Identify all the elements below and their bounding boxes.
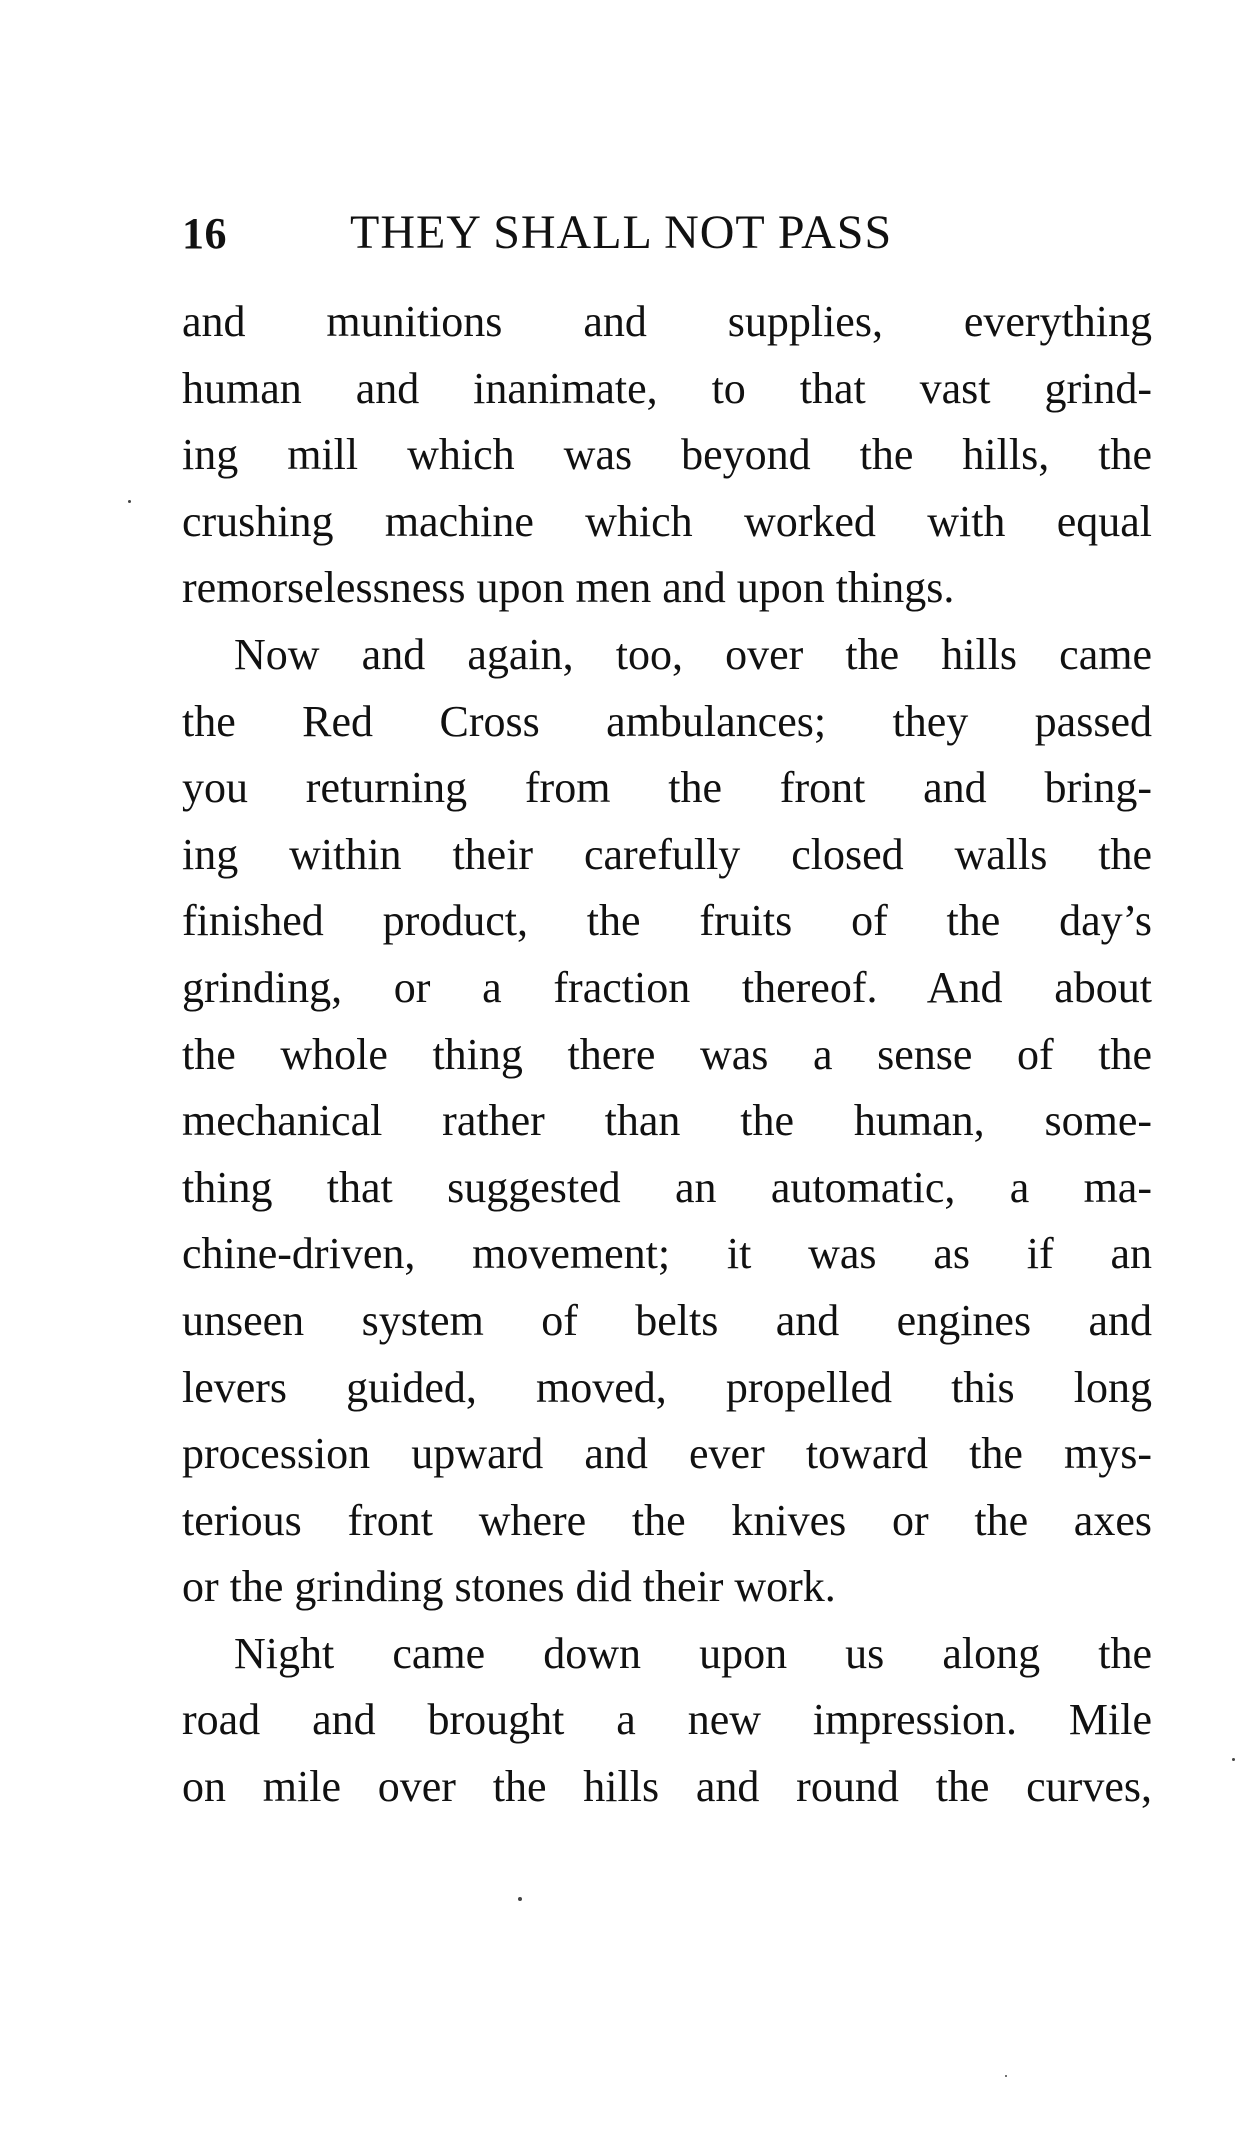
text-line: Night came down upon us along the bbox=[234, 1628, 1152, 1678]
text-line: thing that suggested an automatic, a ma- bbox=[182, 1162, 1152, 1212]
text-line: and munitions and supplies, everything bbox=[182, 297, 1152, 346]
print-speck bbox=[518, 1897, 522, 1901]
text-line: you returning from the front and bring- bbox=[182, 763, 1152, 813]
text-line: mechanical rather than the human, some- bbox=[182, 1096, 1152, 1146]
text-line: crushing machine which worked with equal bbox=[182, 496, 1152, 546]
text-line: grinding, or a fraction thereof. And about bbox=[182, 962, 1152, 1012]
text-line: finished product, the fruits of the day’s bbox=[182, 896, 1152, 946]
text-line: remorselessness upon men and upon things. bbox=[182, 563, 955, 613]
print-speck bbox=[1232, 1758, 1235, 1761]
running-title: THEY SHALL NOT PASS bbox=[350, 206, 893, 259]
text-line: terious front where the knives or the axes bbox=[182, 1495, 1152, 1545]
text-line: the whole thing there was a sense of the bbox=[182, 1029, 1152, 1079]
text-line: human and inanimate, to that vast grind- bbox=[182, 363, 1152, 413]
print-speck bbox=[1005, 2075, 1007, 2077]
paragraph-3 bbox=[182, 1621, 1152, 1821]
text-line: procession upward and ever toward the mys- bbox=[182, 1429, 1152, 1479]
text-line: ing mill which was beyond the hills, the bbox=[182, 430, 1152, 480]
text-line: the Red Cross ambulances; they passed bbox=[182, 696, 1152, 746]
text-line: or the grinding stones did their work. bbox=[182, 1562, 836, 1612]
text-line: levers guided, moved, propelled this long bbox=[182, 1362, 1152, 1412]
paragraph-1 bbox=[182, 289, 1152, 622]
text-line: chine-driven, movement; it was as if an bbox=[182, 1229, 1152, 1279]
body-text bbox=[182, 289, 1152, 1821]
book-page bbox=[182, 205, 1152, 1821]
text-line: road and brought a new impression. Mile bbox=[182, 1695, 1152, 1745]
print-speck bbox=[128, 500, 131, 503]
text-line: ing within their carefully closed walls the bbox=[182, 829, 1152, 879]
text-line: on mile over the hills and round the curves, bbox=[182, 1762, 1152, 1812]
text-line: Now and again, too, over the hills came bbox=[234, 629, 1152, 679]
running-head bbox=[182, 205, 1152, 275]
paragraph-2 bbox=[182, 622, 1152, 1621]
page-number: 16 bbox=[182, 209, 227, 258]
text-line: unseen system of belts and engines and bbox=[182, 1295, 1152, 1345]
